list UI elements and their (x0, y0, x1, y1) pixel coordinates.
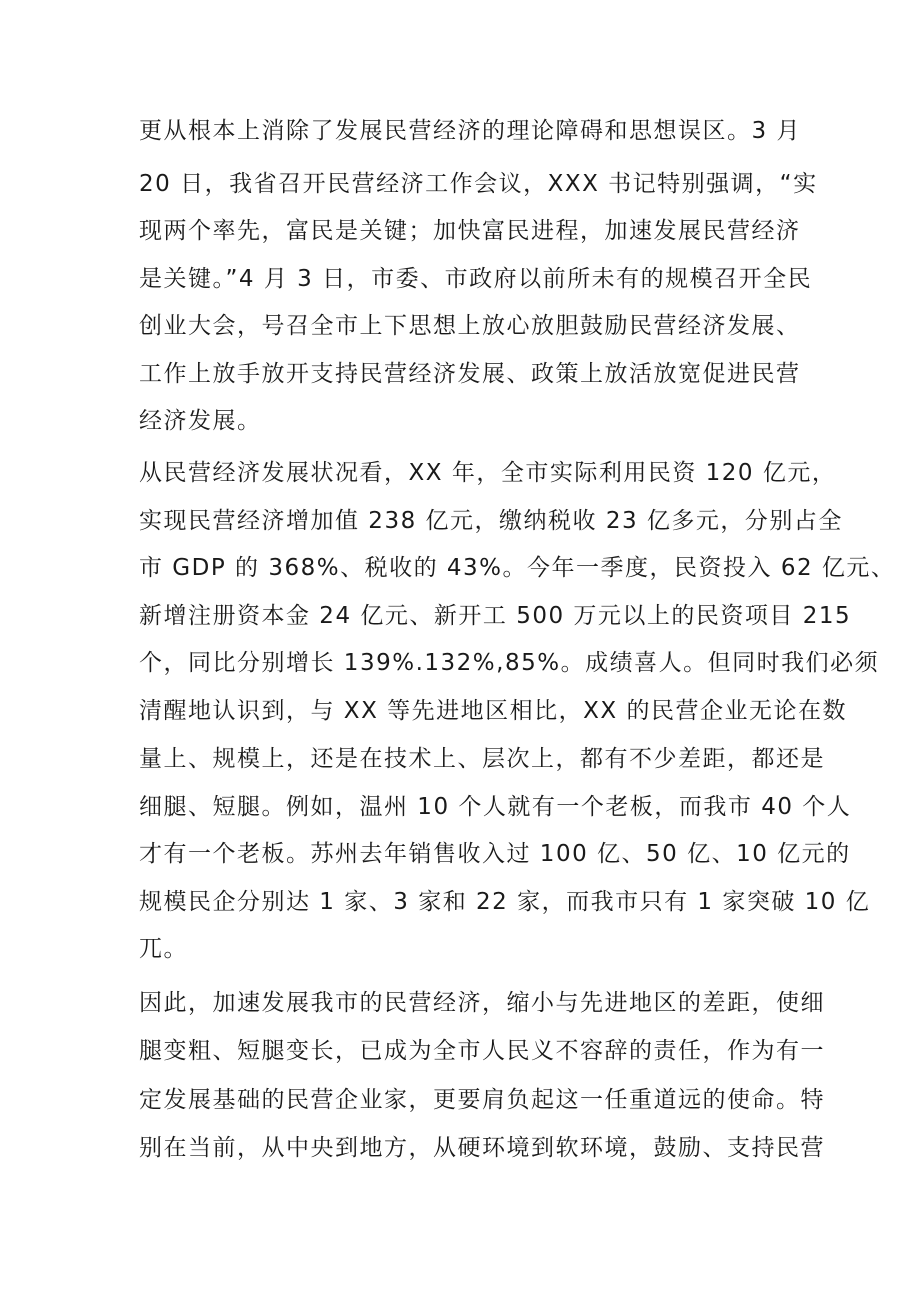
paragraph-1-line-2: 20 日，我省召开民营经济工作会议，XXX 书记特别强调，“实 (139, 171, 818, 197)
paragraph-2-line-1: 从民营经济发展状况看，XX 年，全市实际利用民资 120 亿元， (139, 460, 837, 486)
paragraph-2-line-2: 实现民营经济增加值 238 亿元，缴纳税收 23 亿多元，分别占全 (139, 508, 843, 534)
paragraph-2-line-10: 规模民企分别达 1 家、3 家和 22 家，而我市只有 1 家突破 10 亿 (139, 889, 871, 915)
paragraph-1-line-1: 更从根本上消除了发展民营经济的理论障碍和思想误区。3 月 (139, 118, 801, 144)
paragraph-1-line-6: 工作上放手放开支持民营经济发展、政策上放活放宽促进民营 (139, 361, 801, 387)
paragraph-3-line-4: 别在当前，从中央到地方，从硬环境到软环境，鼓励、支持民营 (139, 1135, 825, 1161)
paragraph-1-line-3: 现两个率先，富民是关键；加快富民进程，加速发展民营经济 (139, 218, 801, 244)
paragraph-1-line-7: 经济发展。 (139, 408, 262, 434)
paragraph-2-line-9: 才有一个老板。苏州去年销售收入过 100 亿、50 亿、10 亿元的 (139, 841, 851, 867)
paragraph-2-line-7: 量上、规模上，还是在技术上、层次上，都有不少差距，都还是 (139, 746, 825, 772)
paragraph-3-line-2: 腿变粗、短腿变长，已成为全市人民义不容辞的责任，作为有一 (139, 1038, 825, 1064)
paragraph-2-line-6: 清醒地认识到，与 XX 等先进地区相比，XX 的民营企业无论在数 (139, 698, 847, 724)
paragraph-1-line-4: 是关键。”4 月 3 日，市委、市政府以前所未有的规模召开全民 (139, 266, 813, 292)
paragraph-2-line-3: 市 GDP 的 368%、税收的 43%。今年一季度，民资投入 62 亿元、 (139, 555, 896, 581)
paragraph-3-line-3: 定发展基础的民营企业家，更要肩负起这一任重道远的使命。特 (139, 1087, 825, 1113)
paragraph-2-line-11: 兀。 (139, 936, 188, 962)
paragraph-2-line-8: 细腿、短腿。例如，温州 10 个人就有一个老板，而我市 40 个人 (139, 794, 852, 820)
paragraph-1-line-5: 创业大会，号召全市上下思想上放心放胆鼓励民营经济发展、 (139, 313, 801, 339)
paragraph-2-line-4: 新增注册资本金 24 亿元、新开工 500 万元以上的民资项目 215 (139, 603, 852, 629)
paragraph-3-line-1: 因此，加速发展我市的民营经济，缩小与先进地区的差距，使细 (139, 990, 825, 1016)
paragraph-2-line-5: 个，同比分别增长 139%.132%,85%。成绩喜人。但同时我们必须 (139, 650, 880, 676)
